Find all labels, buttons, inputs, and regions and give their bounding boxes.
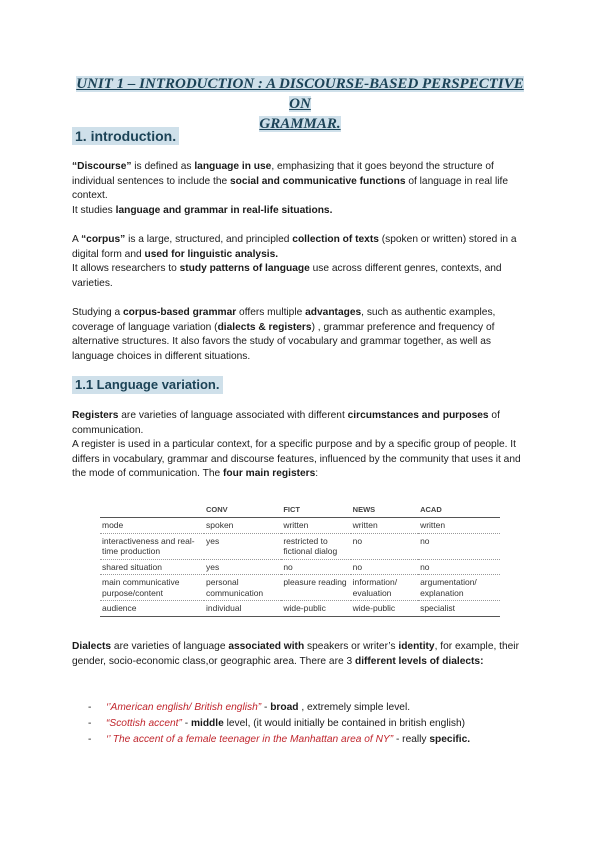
paragraph-register-definition [72,438,534,482]
table-cell: personal communication [204,575,281,601]
table-cell: written [351,518,418,534]
text-run: - really [393,734,430,745]
table-cell: information/ evaluation [351,575,418,601]
table-cell: pleasure reading [281,575,350,601]
quoted-example: “Scottish accent” [106,718,182,729]
bold-text: identity [398,641,435,652]
text-run: - [181,718,191,729]
bold-text: language in use [194,161,272,172]
table-row [100,518,500,534]
table-row [100,559,500,575]
bold-text: social and communicative functions [230,175,406,187]
text-run: speakers or writer’s [304,641,399,652]
text-run: It allows researchers to [72,263,180,274]
text-run: of communication. [72,410,500,436]
text-run: (spoken or written) stored in a digital form and [72,234,517,260]
bold-text: four main registers [223,468,316,479]
bold-text: corpus-based grammar [122,307,237,318]
registers-table [100,502,500,617]
bold-text: language and grammar in real-life situations. [115,205,333,216]
text-run: use across different genres, contexts, and varieties. [72,263,502,289]
text-run: - [261,702,271,713]
table-cell: written [418,518,500,534]
table-row-label: mode [100,518,204,534]
text-run: : [315,468,319,479]
table-header-cell [100,502,204,518]
text-run: A register is used in a particular context, for a specific purpose and by a specific group of people. It differs in vocabulary, grammar and discourse features, influenced by the community that uses it and the mode of communication. The [72,439,521,479]
table-cell: no [418,559,500,575]
bold-text: used for linguistic analysis. [144,248,279,260]
list-item [88,700,538,716]
table-row [100,575,500,601]
table-cell: yes [204,559,281,575]
bold-text: Dialects [72,641,112,652]
table-cell: yes [204,533,281,559]
table-row [100,601,500,617]
bold-text: dialects & registers [217,321,312,333]
bold-text: study patterns of language [179,263,310,274]
table-cell: argumentation/ explanation [418,575,500,601]
section-language-variation-heading: 1.1 Language variation. [72,376,223,394]
list-item [88,716,538,732]
table-header-cell: ACAD [418,502,500,518]
registers-table-header [100,502,500,518]
table-header-cell: NEWS [351,502,418,518]
table-cell: wide-public [281,601,350,617]
bold-text: middle [190,718,224,729]
bold-text: “corpus” [81,234,126,245]
quoted-example: ‘’ The accent of a female teenager in the Manhattan area of NY” [106,734,394,745]
bold-text: different levels of dialects: [354,655,484,667]
text-run: level, (it would initially be contained in british english) [223,718,466,729]
text-run: , such as authentic examples, coverage of language variation ( [72,307,496,333]
paragraph-corpus-grammar [72,306,534,364]
table-row-label: shared situation [100,559,204,575]
section-introduction-heading: 1. introduction. [72,127,179,145]
table-cell: written [281,518,350,534]
paragraph-discourse-study [72,204,534,219]
bold-text: circumstances and purposes [347,410,489,421]
table-cell: specialist [418,601,500,617]
bold-text: broad [270,702,299,713]
bold-text: “Discourse” [72,161,132,172]
bold-text: collection of texts [292,234,379,245]
text-run: are varieties of language associated with different [118,410,348,421]
table-row [100,533,500,559]
text-run: Studying a [72,307,123,318]
text-run: is defined as [131,161,195,172]
paragraph-dialects [72,640,534,669]
paragraph-registers [72,409,534,438]
paragraph-corpus [72,233,534,262]
bold-text: advantages [305,307,362,318]
unit-title [70,74,530,134]
table-cell: individual [204,601,281,617]
bold-text: associated with [228,641,305,652]
text-run: is a large, structured, and principled [125,234,293,245]
text-run: of language in real life context. [72,175,509,201]
table-row-label: audience [100,601,204,617]
dialect-levels-list [88,700,538,748]
text-run: , for example, their gender, socio-economic class,or geographic area. There are 3 [72,641,519,667]
unit-title-line2: GRAMMAR. [259,116,341,132]
bold-text: Registers [72,410,119,421]
list-bullet: - [88,702,92,713]
text-run: , emphasizing that it goes beyond the structure of individual sentences to include the [72,161,494,187]
text-run: It studies [72,205,116,216]
list-bullet: - [88,718,92,729]
text-run: offers multiple [236,307,306,318]
table-cell: spoken [204,518,281,534]
registers-table-body [100,518,500,617]
table-row-label: interactiveness and real-time production [100,533,204,559]
table-cell: wide-public [351,601,418,617]
table-cell: no [351,533,418,559]
text-run: are varieties of language [111,641,229,652]
table-cell: restricted to fictional dialog [281,533,350,559]
quoted-example: ‘’American english/ British english” [106,702,262,713]
list-bullet: - [88,734,92,745]
paragraph-corpus-research [72,262,534,291]
table-row-label: main communicative purpose/content [100,575,204,601]
table-cell: no [418,533,500,559]
text-run: A [72,234,82,245]
table-cell: no [281,559,350,575]
list-item [88,732,538,748]
text-run: ) , grammar preference and frequency of alternative structures. It also favors the study of vocabulary and grammar together, as well as language choices in different situations. [72,321,495,362]
table-header-cell: FICT [281,502,350,518]
table-header-cell: CONV [204,502,281,518]
unit-title-line1: UNIT 1 – INTRODUCTION : A DISCOURSE-BASED PERSPECTIVE ON [76,76,524,112]
paragraph-discourse [72,160,534,204]
table-cell: no [351,559,418,575]
text-run: , extremely simple level. [298,702,411,713]
bold-text: specific. [429,734,471,745]
